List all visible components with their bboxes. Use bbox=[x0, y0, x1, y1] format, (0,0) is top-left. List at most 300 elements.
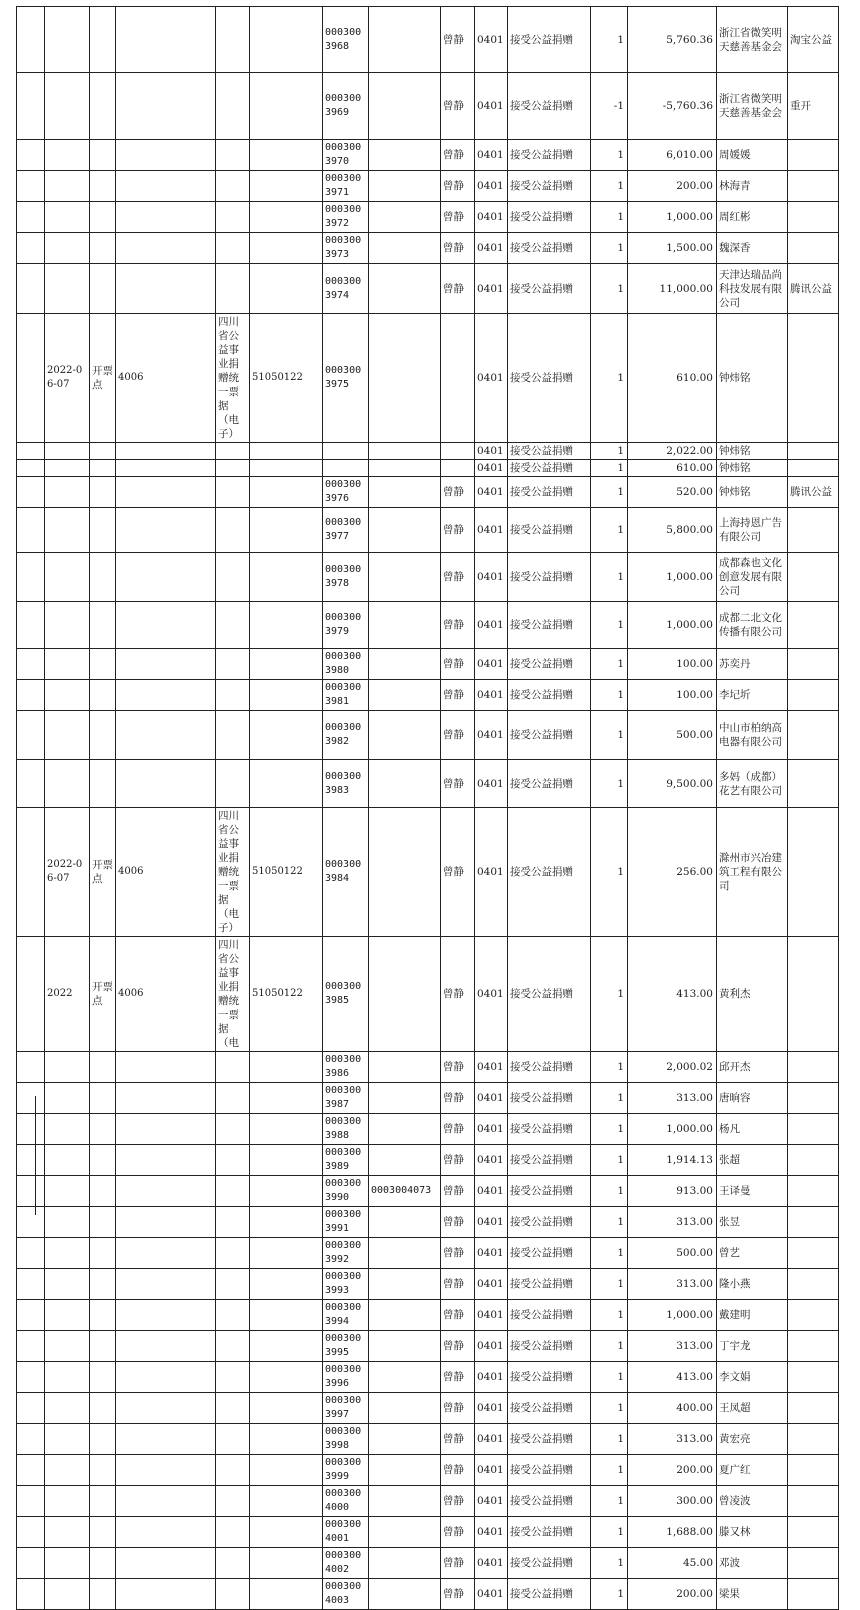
cell-tcode bbox=[250, 460, 323, 477]
cell-name bbox=[216, 443, 250, 460]
cell-no: 0003003983 bbox=[323, 760, 369, 808]
cell-date bbox=[45, 680, 90, 711]
cell-ref bbox=[369, 553, 441, 602]
cell-type: 0401 bbox=[475, 1517, 508, 1548]
cell-date bbox=[45, 1548, 90, 1579]
cell-qty: 1 bbox=[591, 1207, 628, 1238]
table-row bbox=[17, 140, 839, 171]
cell-date bbox=[45, 508, 90, 553]
cell-type: 0401 bbox=[475, 1083, 508, 1114]
cell-donor: 杨凡 bbox=[717, 1114, 788, 1145]
cell-tcode bbox=[250, 1486, 323, 1517]
cell-name: 四川省公益事业捐赠统一票据（电子） bbox=[216, 808, 250, 937]
cell-amount: 313.00 bbox=[628, 1424, 717, 1455]
table-row bbox=[17, 1176, 839, 1207]
cell-handler: 曾静 bbox=[441, 1579, 475, 1610]
cell-code bbox=[116, 460, 216, 477]
cell-name bbox=[216, 460, 250, 477]
cell-qty: 1 bbox=[591, 1548, 628, 1579]
cell-ref bbox=[369, 1424, 441, 1455]
cell-code bbox=[116, 508, 216, 553]
cell-blank bbox=[17, 1331, 45, 1362]
cell-tcode bbox=[250, 1455, 323, 1486]
cell-no: 0003003996 bbox=[323, 1362, 369, 1393]
cell-amount: 100.00 bbox=[628, 680, 717, 711]
cell-handler: 曾静 bbox=[441, 553, 475, 602]
cell-item: 接受公益捐赠 bbox=[508, 314, 591, 443]
cell-note bbox=[788, 508, 839, 553]
cell-tcode bbox=[250, 508, 323, 553]
cell-name bbox=[216, 1486, 250, 1517]
left-margin-line bbox=[35, 1096, 36, 1215]
cell-qty: -1 bbox=[591, 73, 628, 140]
cell-ref bbox=[369, 1455, 441, 1486]
cell-blank bbox=[17, 264, 45, 314]
cell-ref bbox=[369, 1579, 441, 1610]
cell-amount: 6,010.00 bbox=[628, 140, 717, 171]
cell-name bbox=[216, 1455, 250, 1486]
cell-date bbox=[45, 1455, 90, 1486]
cell-blank bbox=[17, 649, 45, 680]
cell-qty: 1 bbox=[591, 1393, 628, 1424]
cell-handler: 曾静 bbox=[441, 1455, 475, 1486]
cell-amount: 5,760.36 bbox=[628, 7, 717, 73]
cell-donor: 唐晌容 bbox=[717, 1083, 788, 1114]
cell-no: 0003003999 bbox=[323, 1455, 369, 1486]
cell-date: 2022-06-07 bbox=[45, 808, 90, 937]
cell-handler: 曾静 bbox=[441, 202, 475, 233]
cell-code: 4006 bbox=[116, 808, 216, 937]
table-row bbox=[17, 553, 839, 602]
cell-place bbox=[90, 171, 116, 202]
cell-type: 0401 bbox=[475, 1455, 508, 1486]
cell-note bbox=[788, 553, 839, 602]
cell-item: 接受公益捐赠 bbox=[508, 1145, 591, 1176]
cell-name bbox=[216, 553, 250, 602]
cell-blank bbox=[17, 1486, 45, 1517]
cell-type: 0401 bbox=[475, 477, 508, 508]
cell-qty: 1 bbox=[591, 1362, 628, 1393]
cell-ref bbox=[369, 808, 441, 937]
cell-type: 0401 bbox=[475, 140, 508, 171]
cell-donor: 浙江省微笑明天慈善基金会 bbox=[717, 73, 788, 140]
cell-name bbox=[216, 1083, 250, 1114]
cell-donor: 苏奕丹 bbox=[717, 649, 788, 680]
cell-amount: 400.00 bbox=[628, 1393, 717, 1424]
cell-place bbox=[90, 140, 116, 171]
cell-date bbox=[45, 1424, 90, 1455]
cell-type: 0401 bbox=[475, 508, 508, 553]
cell-donor: 隆小燕 bbox=[717, 1269, 788, 1300]
cell-qty: 1 bbox=[591, 264, 628, 314]
cell-item: 接受公益捐赠 bbox=[508, 1517, 591, 1548]
cell-no: 0003003978 bbox=[323, 553, 369, 602]
cell-place bbox=[90, 1176, 116, 1207]
cell-blank bbox=[17, 1083, 45, 1114]
cell-amount: 11,000.00 bbox=[628, 264, 717, 314]
cell-qty: 1 bbox=[591, 1579, 628, 1610]
cell-blank bbox=[17, 7, 45, 73]
cell-note bbox=[788, 1393, 839, 1424]
cell-type: 0401 bbox=[475, 1207, 508, 1238]
cell-date bbox=[45, 1083, 90, 1114]
cell-type: 0401 bbox=[475, 73, 508, 140]
cell-date bbox=[45, 1176, 90, 1207]
cell-ref bbox=[369, 680, 441, 711]
cell-tcode bbox=[250, 1238, 323, 1269]
cell-no: 0003004002 bbox=[323, 1548, 369, 1579]
cell-name: 四川省公益事业捐赠统一票据（电 bbox=[216, 937, 250, 1052]
cell-ref bbox=[369, 1300, 441, 1331]
cell-handler bbox=[441, 443, 475, 460]
cell-tcode bbox=[250, 1517, 323, 1548]
cell-ref bbox=[369, 1207, 441, 1238]
cell-item: 接受公益捐赠 bbox=[508, 508, 591, 553]
cell-blank bbox=[17, 937, 45, 1052]
cell-tcode bbox=[250, 1269, 323, 1300]
cell-no: 0003003986 bbox=[323, 1052, 369, 1083]
cell-note bbox=[788, 1548, 839, 1579]
table-row bbox=[17, 314, 839, 443]
cell-item: 接受公益捐赠 bbox=[508, 1424, 591, 1455]
cell-place bbox=[90, 680, 116, 711]
cell-code bbox=[116, 233, 216, 264]
table-row bbox=[17, 233, 839, 264]
table-row bbox=[17, 711, 839, 760]
cell-code bbox=[116, 602, 216, 649]
cell-place bbox=[90, 1083, 116, 1114]
cell-place bbox=[90, 202, 116, 233]
cell-note bbox=[788, 1486, 839, 1517]
table-row bbox=[17, 1207, 839, 1238]
cell-amount: 1,000.00 bbox=[628, 1300, 717, 1331]
cell-note bbox=[788, 202, 839, 233]
cell-code bbox=[116, 1083, 216, 1114]
cell-qty: 1 bbox=[591, 1176, 628, 1207]
cell-tcode bbox=[250, 233, 323, 264]
cell-donor: 成都二北文化传播有限公司 bbox=[717, 602, 788, 649]
cell-code bbox=[116, 1393, 216, 1424]
cell-handler: 曾静 bbox=[441, 1548, 475, 1579]
cell-blank bbox=[17, 1362, 45, 1393]
cell-type: 0401 bbox=[475, 460, 508, 477]
cell-tcode bbox=[250, 602, 323, 649]
cell-qty: 1 bbox=[591, 140, 628, 171]
cell-qty: 1 bbox=[591, 680, 628, 711]
cell-name bbox=[216, 140, 250, 171]
cell-no: 0003003975 bbox=[323, 314, 369, 443]
cell-handler: 曾静 bbox=[441, 1145, 475, 1176]
table-row bbox=[17, 202, 839, 233]
cell-handler: 曾静 bbox=[441, 1207, 475, 1238]
cell-note bbox=[788, 1052, 839, 1083]
cell-place bbox=[90, 1269, 116, 1300]
cell-item: 接受公益捐赠 bbox=[508, 1548, 591, 1579]
cell-qty: 1 bbox=[591, 202, 628, 233]
cell-amount: 200.00 bbox=[628, 171, 717, 202]
cell-place bbox=[90, 602, 116, 649]
cell-blank bbox=[17, 808, 45, 937]
cell-item: 接受公益捐赠 bbox=[508, 443, 591, 460]
cell-code bbox=[116, 711, 216, 760]
cell-blank bbox=[17, 1114, 45, 1145]
cell-handler: 曾静 bbox=[441, 73, 475, 140]
cell-name bbox=[216, 1579, 250, 1610]
cell-donor: 张超 bbox=[717, 1145, 788, 1176]
cell-note bbox=[788, 1300, 839, 1331]
cell-type: 0401 bbox=[475, 808, 508, 937]
table-row bbox=[17, 760, 839, 808]
cell-place bbox=[90, 264, 116, 314]
cell-tcode bbox=[250, 553, 323, 602]
cell-date bbox=[45, 140, 90, 171]
cell-place bbox=[90, 477, 116, 508]
cell-blank bbox=[17, 760, 45, 808]
cell-code bbox=[116, 73, 216, 140]
cell-amount: 913.00 bbox=[628, 1176, 717, 1207]
cell-qty: 1 bbox=[591, 1238, 628, 1269]
table-row bbox=[17, 680, 839, 711]
cell-place bbox=[90, 1238, 116, 1269]
cell-donor: 李圮圻 bbox=[717, 680, 788, 711]
ledger-body bbox=[17, 7, 839, 1610]
cell-name bbox=[216, 1300, 250, 1331]
cell-note bbox=[788, 1362, 839, 1393]
cell-place bbox=[90, 1455, 116, 1486]
cell-no: 0003003990 bbox=[323, 1176, 369, 1207]
cell-code bbox=[116, 477, 216, 508]
cell-note bbox=[788, 937, 839, 1052]
cell-note bbox=[788, 1424, 839, 1455]
cell-item: 接受公益捐赠 bbox=[508, 680, 591, 711]
cell-code bbox=[116, 680, 216, 711]
cell-note bbox=[788, 460, 839, 477]
cell-ref bbox=[369, 264, 441, 314]
cell-date bbox=[45, 1145, 90, 1176]
cell-tcode bbox=[250, 1207, 323, 1238]
cell-place bbox=[90, 7, 116, 73]
cell-handler: 曾静 bbox=[441, 7, 475, 73]
cell-tcode bbox=[250, 443, 323, 460]
cell-no: 0003003982 bbox=[323, 711, 369, 760]
cell-ref bbox=[369, 73, 441, 140]
table-row bbox=[17, 1517, 839, 1548]
cell-qty: 1 bbox=[591, 937, 628, 1052]
cell-name bbox=[216, 1362, 250, 1393]
cell-note bbox=[788, 233, 839, 264]
cell-blank bbox=[17, 1269, 45, 1300]
cell-date bbox=[45, 649, 90, 680]
cell-date bbox=[45, 202, 90, 233]
cell-note bbox=[788, 680, 839, 711]
cell-item: 接受公益捐赠 bbox=[508, 1579, 591, 1610]
cell-donor: 曾凌波 bbox=[717, 1486, 788, 1517]
cell-type: 0401 bbox=[475, 937, 508, 1052]
cell-donor: 浙江省微笑明天慈善基金会 bbox=[717, 7, 788, 73]
cell-amount: 500.00 bbox=[628, 711, 717, 760]
cell-item: 接受公益捐赠 bbox=[508, 1269, 591, 1300]
cell-note bbox=[788, 1331, 839, 1362]
cell-ref bbox=[369, 1362, 441, 1393]
cell-date bbox=[45, 602, 90, 649]
cell-type: 0401 bbox=[475, 1269, 508, 1300]
cell-code bbox=[116, 1424, 216, 1455]
cell-no: 0003003977 bbox=[323, 508, 369, 553]
cell-amount: 256.00 bbox=[628, 808, 717, 937]
cell-place bbox=[90, 1145, 116, 1176]
cell-ref bbox=[369, 140, 441, 171]
cell-place bbox=[90, 711, 116, 760]
cell-blank bbox=[17, 1176, 45, 1207]
cell-donor: 丁宇龙 bbox=[717, 1331, 788, 1362]
cell-amount: 5,800.00 bbox=[628, 508, 717, 553]
cell-place bbox=[90, 460, 116, 477]
cell-note bbox=[788, 1579, 839, 1610]
cell-place bbox=[90, 233, 116, 264]
cell-ref bbox=[369, 1052, 441, 1083]
cell-blank bbox=[17, 202, 45, 233]
cell-qty: 1 bbox=[591, 233, 628, 264]
cell-handler: 曾静 bbox=[441, 233, 475, 264]
cell-no: 0003003991 bbox=[323, 1207, 369, 1238]
cell-tcode bbox=[250, 1424, 323, 1455]
cell-name bbox=[216, 171, 250, 202]
cell-place: 开票点 bbox=[90, 314, 116, 443]
cell-type: 0401 bbox=[475, 202, 508, 233]
cell-ref bbox=[369, 1083, 441, 1114]
cell-type: 0401 bbox=[475, 602, 508, 649]
cell-no: 0003003992 bbox=[323, 1238, 369, 1269]
cell-note bbox=[788, 1517, 839, 1548]
cell-no: 0003003987 bbox=[323, 1083, 369, 1114]
cell-no: 0003003968 bbox=[323, 7, 369, 73]
cell-ref bbox=[369, 202, 441, 233]
cell-name bbox=[216, 1052, 250, 1083]
cell-handler: 曾静 bbox=[441, 1269, 475, 1300]
cell-amount: 1,688.00 bbox=[628, 1517, 717, 1548]
cell-item: 接受公益捐赠 bbox=[508, 711, 591, 760]
cell-tcode: 51050122 bbox=[250, 314, 323, 443]
cell-blank bbox=[17, 460, 45, 477]
cell-ref bbox=[369, 314, 441, 443]
cell-item: 接受公益捐赠 bbox=[508, 1486, 591, 1517]
cell-ref bbox=[369, 760, 441, 808]
cell-place bbox=[90, 1393, 116, 1424]
cell-date bbox=[45, 73, 90, 140]
table-row bbox=[17, 264, 839, 314]
cell-amount: 1,500.00 bbox=[628, 233, 717, 264]
cell-name bbox=[216, 760, 250, 808]
cell-no: 0003003976 bbox=[323, 477, 369, 508]
cell-name bbox=[216, 1424, 250, 1455]
cell-type: 0401 bbox=[475, 1114, 508, 1145]
cell-handler: 曾静 bbox=[441, 477, 475, 508]
cell-amount: 200.00 bbox=[628, 1579, 717, 1610]
cell-tcode bbox=[250, 264, 323, 314]
cell-donor: 周红彬 bbox=[717, 202, 788, 233]
cell-no: 0003003994 bbox=[323, 1300, 369, 1331]
cell-blank bbox=[17, 1455, 45, 1486]
cell-code bbox=[116, 443, 216, 460]
cell-item: 接受公益捐赠 bbox=[508, 140, 591, 171]
table-row bbox=[17, 649, 839, 680]
cell-amount: 313.00 bbox=[628, 1269, 717, 1300]
cell-tcode bbox=[250, 1052, 323, 1083]
cell-code bbox=[116, 1114, 216, 1145]
cell-code bbox=[116, 171, 216, 202]
cell-donor: 黄利杰 bbox=[717, 937, 788, 1052]
cell-item: 接受公益捐赠 bbox=[508, 602, 591, 649]
cell-tcode: 51050122 bbox=[250, 808, 323, 937]
cell-tcode bbox=[250, 649, 323, 680]
cell-tcode bbox=[250, 711, 323, 760]
cell-ref bbox=[369, 1331, 441, 1362]
cell-note bbox=[788, 1145, 839, 1176]
cell-ref bbox=[369, 460, 441, 477]
cell-date bbox=[45, 460, 90, 477]
cell-date: 2022 bbox=[45, 937, 90, 1052]
cell-blank bbox=[17, 1548, 45, 1579]
cell-place: 开票点 bbox=[90, 808, 116, 937]
cell-tcode bbox=[250, 1579, 323, 1610]
table-row bbox=[17, 1269, 839, 1300]
cell-type: 0401 bbox=[475, 1176, 508, 1207]
cell-date bbox=[45, 443, 90, 460]
cell-type: 0401 bbox=[475, 233, 508, 264]
cell-type: 0401 bbox=[475, 649, 508, 680]
cell-name bbox=[216, 1548, 250, 1579]
cell-no: 0003003969 bbox=[323, 73, 369, 140]
cell-blank bbox=[17, 443, 45, 460]
cell-type: 0401 bbox=[475, 7, 508, 73]
cell-type: 0401 bbox=[475, 1486, 508, 1517]
cell-item: 接受公益捐赠 bbox=[508, 1362, 591, 1393]
cell-name bbox=[216, 202, 250, 233]
cell-tcode bbox=[250, 1393, 323, 1424]
cell-donor: 多妈（成都）花艺有限公司 bbox=[717, 760, 788, 808]
cell-amount: 610.00 bbox=[628, 314, 717, 443]
cell-name bbox=[216, 1517, 250, 1548]
cell-date bbox=[45, 264, 90, 314]
cell-name bbox=[216, 1145, 250, 1176]
cell-date bbox=[45, 1238, 90, 1269]
cell-date bbox=[45, 1114, 90, 1145]
cell-item: 接受公益捐赠 bbox=[508, 1052, 591, 1083]
cell-blank bbox=[17, 233, 45, 264]
cell-code bbox=[116, 1300, 216, 1331]
cell-donor: 上海持恩广告有限公司 bbox=[717, 508, 788, 553]
cell-ref bbox=[369, 7, 441, 73]
cell-date bbox=[45, 1486, 90, 1517]
cell-handler: 曾静 bbox=[441, 937, 475, 1052]
cell-item: 接受公益捐赠 bbox=[508, 477, 591, 508]
cell-place bbox=[90, 1052, 116, 1083]
cell-donor: 李文娟 bbox=[717, 1362, 788, 1393]
cell-note: 腾讯公益 bbox=[788, 477, 839, 508]
cell-type: 0401 bbox=[475, 264, 508, 314]
cell-date bbox=[45, 1331, 90, 1362]
cell-donor: 天津达瑞品尚科技发展有限公司 bbox=[717, 264, 788, 314]
cell-qty: 1 bbox=[591, 1083, 628, 1114]
cell-qty: 1 bbox=[591, 1269, 628, 1300]
cell-ref bbox=[369, 1393, 441, 1424]
cell-amount: 313.00 bbox=[628, 1207, 717, 1238]
cell-type: 0401 bbox=[475, 711, 508, 760]
cell-amount: 1,000.00 bbox=[628, 553, 717, 602]
cell-type: 0401 bbox=[475, 1331, 508, 1362]
cell-blank bbox=[17, 553, 45, 602]
table-row bbox=[17, 73, 839, 140]
